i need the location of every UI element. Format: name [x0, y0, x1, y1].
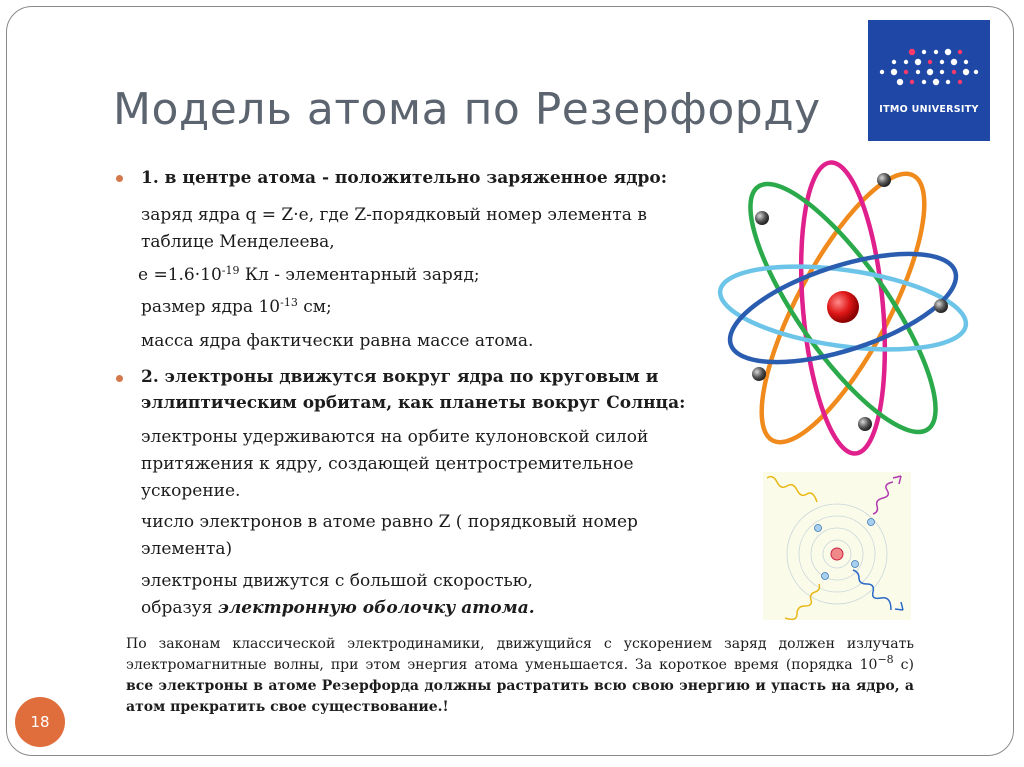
point2-heading-line2: эллиптическим орбитам, как планеты вокруг Солнца:: [141, 393, 686, 413]
bullet-marker: [116, 175, 123, 182]
logo-text: ITMO UNIVERSITY: [879, 104, 979, 115]
logo-dot: [904, 70, 908, 74]
point2-speed-line1: электроны движутся с большой скоростью,: [141, 571, 533, 591]
point2-hold-line3: ускорение.: [141, 481, 241, 501]
e-exponent: -19: [221, 264, 240, 277]
itmo-logo: [868, 20, 990, 141]
electron: [852, 561, 859, 568]
e-prefix: е =1.6·10: [138, 265, 222, 285]
point1-charge-line2: таблице Менделеева,: [141, 232, 335, 252]
electron: [934, 299, 948, 313]
logo-dot: [909, 49, 915, 55]
logo-dot: [940, 70, 944, 74]
logo-dot: [958, 50, 962, 54]
e-suffix: Кл - элементарный заряд;: [239, 265, 480, 285]
page-title: Модель атома по Резерфорду: [113, 84, 821, 135]
logo-dot: [946, 80, 950, 84]
logo-dot: [940, 60, 944, 64]
point1-charge-line1: заряд ядра q = Z·e, где Z-порядковый номер элемента в: [141, 205, 647, 225]
electron: [755, 211, 769, 225]
point2-speed-line2: [141, 595, 535, 622]
atom-model-illustration: [712, 158, 982, 458]
logo-dot: [880, 70, 884, 74]
logo-dot: [933, 79, 939, 85]
bullet-marker: [116, 375, 123, 382]
logo-dot: [964, 60, 968, 64]
electron: [877, 173, 891, 187]
electron: [858, 417, 872, 431]
logo-dot: [963, 69, 969, 75]
nucleus: [831, 548, 843, 560]
electron-shell-emphasis: электронную оболочку атома.: [217, 598, 535, 618]
logo-dot: [927, 69, 933, 75]
logo-dot: [922, 50, 926, 54]
logo-dot: [897, 79, 903, 85]
point1-elementary-charge: [138, 262, 480, 289]
logo-dot: [958, 80, 962, 84]
point2-count-line2: элемента): [141, 539, 233, 559]
logo-dot: [928, 60, 932, 64]
size-exponent: -13: [280, 296, 298, 309]
radiation-diagram: [763, 472, 911, 620]
point2-hold-line2: притяжения к ядру, создающей центростремительное: [141, 454, 634, 474]
logo-dot: [892, 60, 896, 64]
note-conclusion: все электроны в атоме Резерфорда должны растратить всю свою энергию и упасть на ядро, а атом прекратить свое существование.!: [126, 678, 914, 715]
electron: [752, 367, 766, 381]
logo-dot: [915, 59, 921, 65]
logo-dot: [934, 50, 938, 54]
logo-dot: [952, 70, 956, 74]
note-exponent: −8: [877, 653, 894, 666]
page-number-badge: 18: [15, 697, 65, 747]
size-prefix: размер ядра 10: [141, 297, 281, 317]
speed-prefix: образуя: [141, 598, 218, 618]
note-unit: с): [893, 657, 914, 673]
logo-dot: [910, 80, 914, 84]
logo-dot: [916, 70, 920, 74]
point1-nucleus-size: [141, 294, 332, 321]
logo-dot: [891, 69, 897, 75]
radiation-note: [126, 634, 914, 718]
point1-heading: 1. в центре атома - положительно заряженное ядро:: [141, 168, 668, 188]
logo-dot: [945, 49, 951, 55]
note-plain-text: По законам классической электродинамики, движущийся с ускорением заряд должен излучать электромагнитные волны, при этом энергия атома уменьшается. За короткое время (порядка 10: [126, 636, 914, 673]
logo-dot: [922, 80, 926, 84]
point2-hold-line1: электроны удерживаются на орбите кулоновской силой: [141, 427, 649, 447]
point2-heading-line1: 2. электроны движутся вокруг ядра по круговым и: [141, 367, 659, 387]
logo-dot: [951, 59, 957, 65]
electron: [868, 519, 875, 526]
logo-dot: [904, 60, 908, 64]
size-suffix: см;: [297, 297, 332, 317]
point1-nucleus-mass: масса ядра фактически равна массе атома.: [141, 331, 534, 351]
point2-count-line1: число электронов в атоме равно Z ( порядковый номер: [141, 512, 638, 532]
nucleus: [827, 291, 859, 323]
electron: [815, 525, 822, 532]
logo-dots-icon: [868, 20, 990, 141]
electron: [822, 573, 829, 580]
logo-dot: [974, 70, 978, 74]
